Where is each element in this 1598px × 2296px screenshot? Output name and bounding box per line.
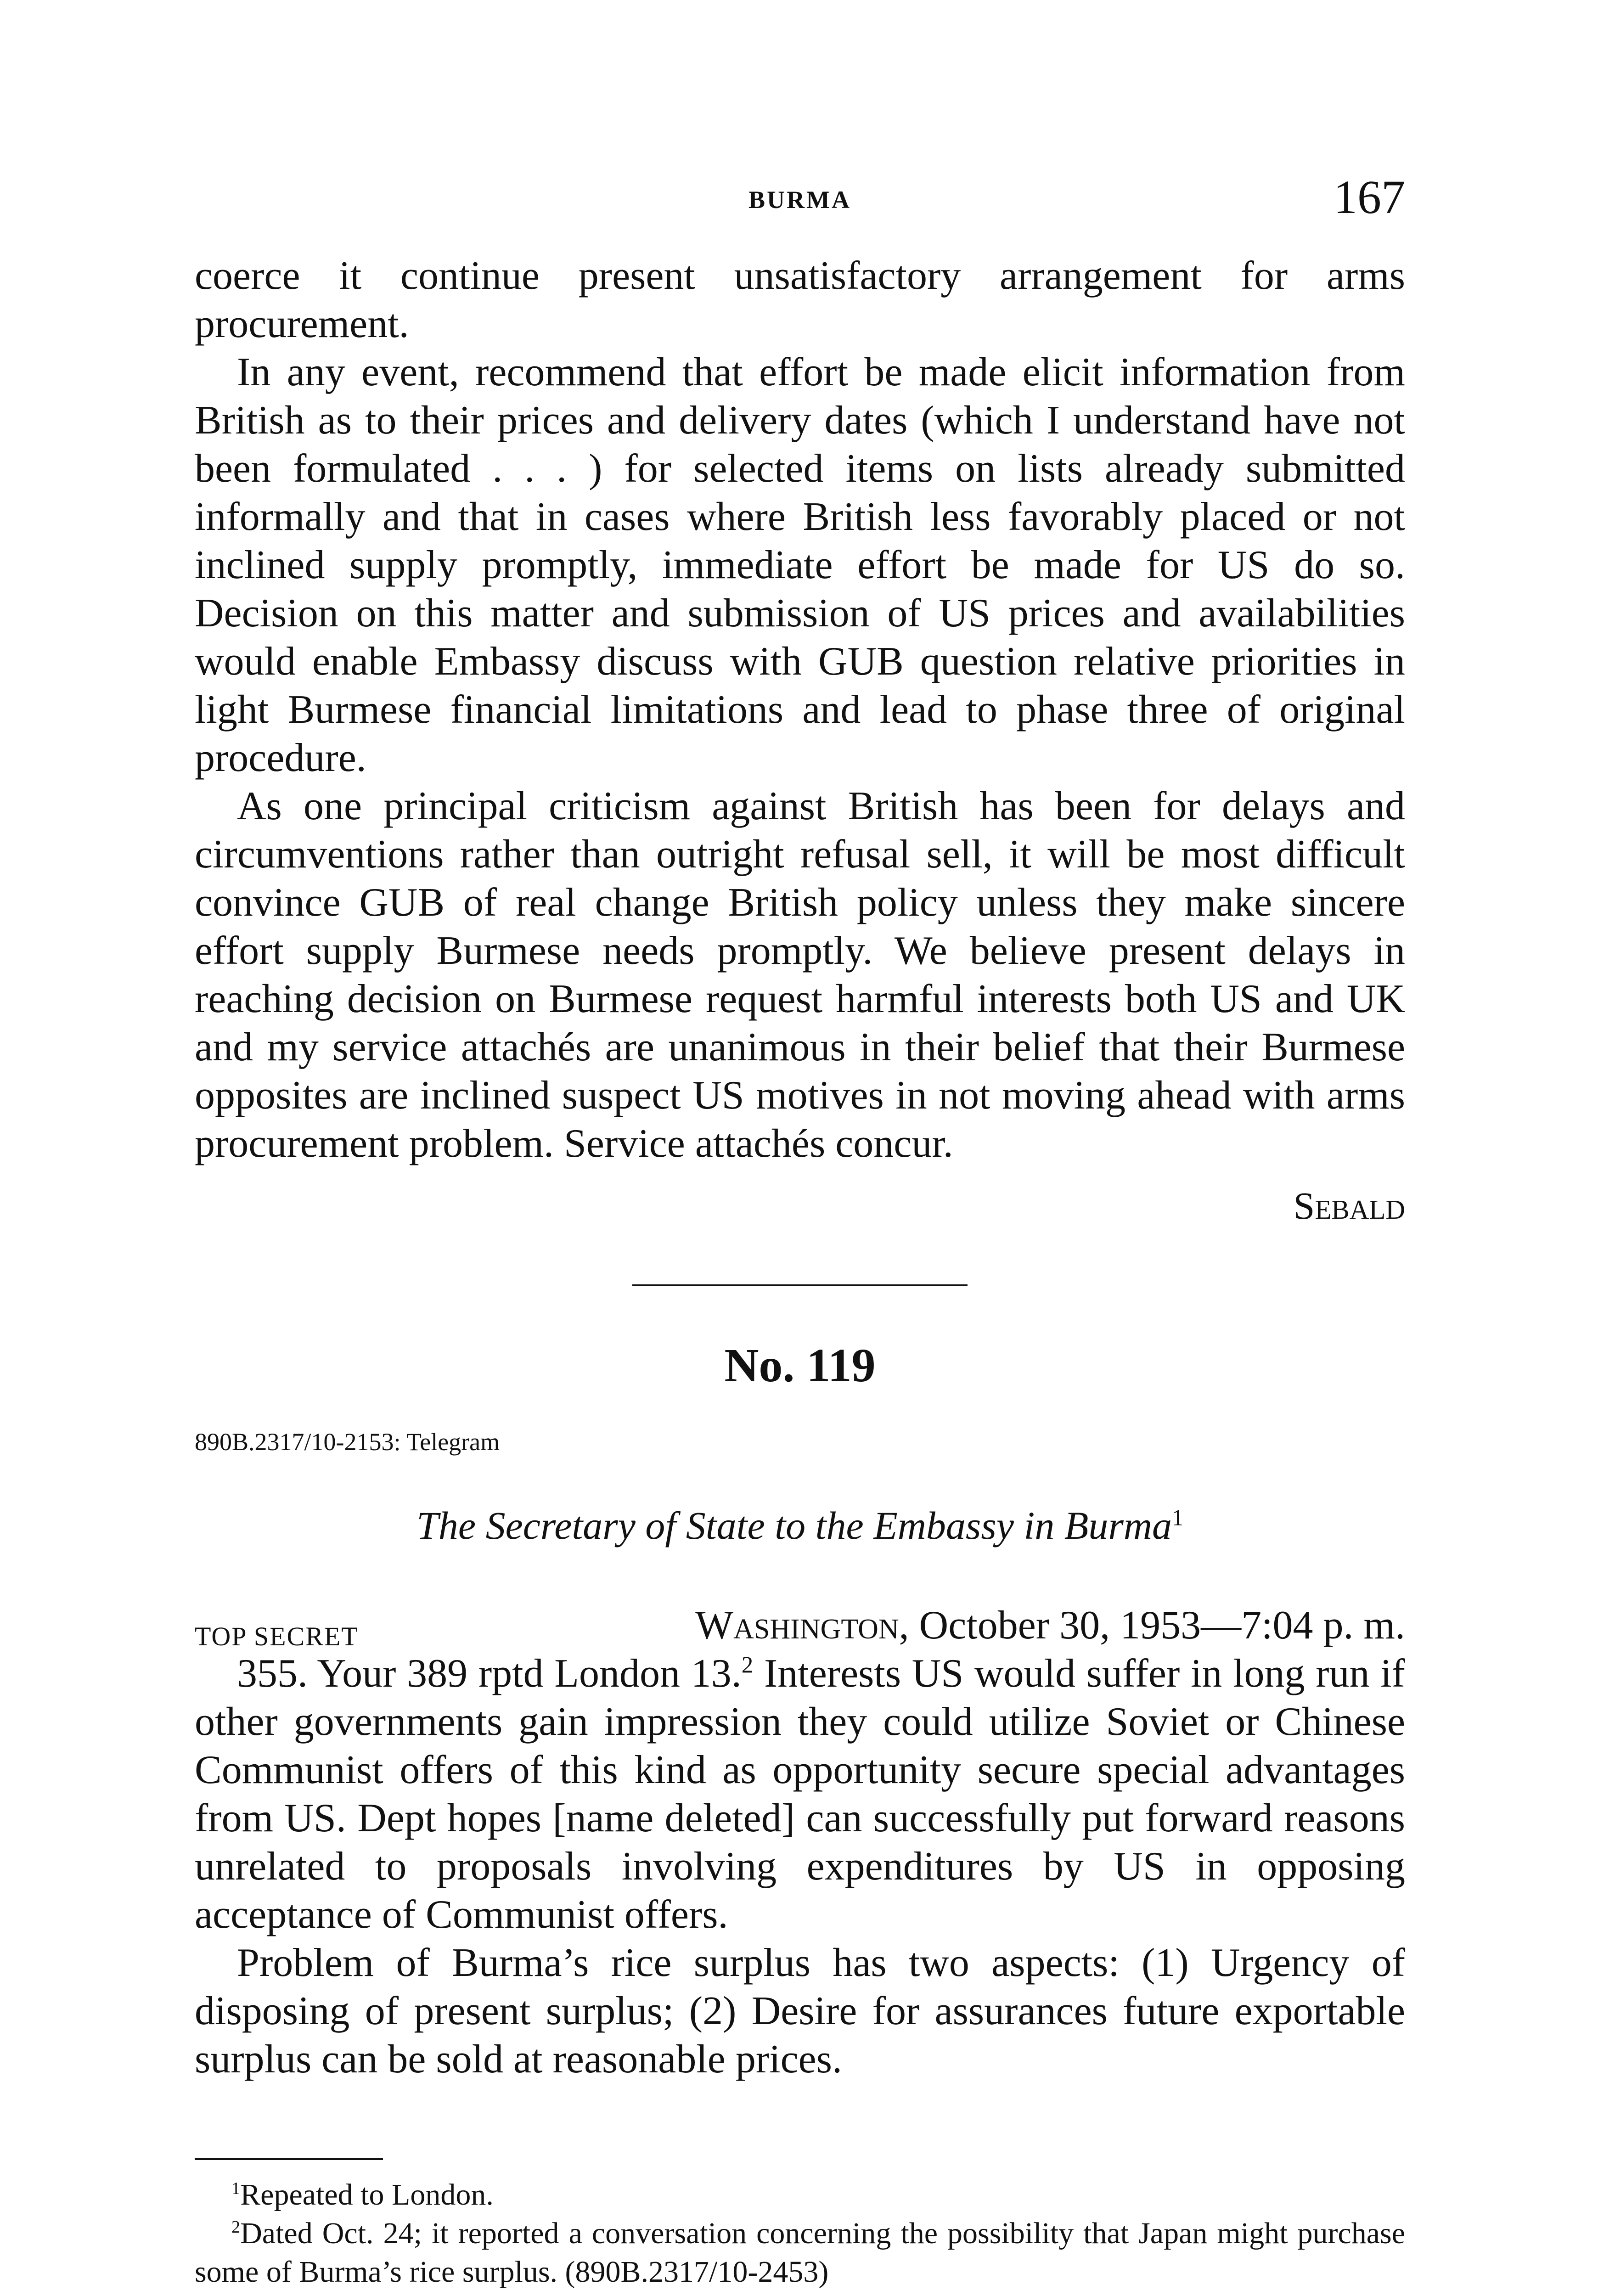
footnote-rule [195, 2158, 383, 2160]
footnotes [195, 2176, 1405, 2291]
document-separator-rule [632, 1284, 968, 1286]
signature: Sebald [1293, 1185, 1405, 1227]
telegram-paragraph-1-body: Interests US would suffer in long run if other governments gain impression they could utilize Soviet or Chinese Communist offers of this kind as opportunity secure special advantages from US. Dept hopes [name deleted] can successfully put forward reasons unrelated to proposals involving expenditures by US in opposing acceptance of Communist offers. [195, 1651, 1405, 1937]
footnote-1 [195, 2176, 1405, 2214]
document-number: No. 119 [724, 1339, 876, 1392]
footnote-1-text: Repeated to London. [240, 2178, 494, 2212]
telegram-paragraph-1-opening: 355. Your 389 rptd London 13. [237, 1651, 742, 1696]
telegram-footnote-ref: 2 [741, 1652, 754, 1678]
dateline [695, 1601, 1405, 1649]
paragraph-british-criticism: As one principal criticism against British has been for delays and circumventions rather than outright refusal sell, it will be most difficult convince GUB of real change British policy unless they make sincere effort supply Burmese needs promptly. We believe present delays in reaching decision on Burmese request harmful interests both US and UK and my service attachés are unanimous in their belief that their Burmese opposites are inclined suspect US motives in not moving ahead with arms procurement problem. Service attachés concur. [195, 784, 1405, 1166]
footnote-1-marker: 1 [231, 2179, 241, 2198]
telegram-paragraph-1 [195, 1649, 1405, 1939]
classification-label: TOP SECRET [195, 1621, 359, 1651]
telegram-paragraph-2: Problem of Burma’s rice surplus has two aspects: (1) Urgency of disposing of present surplus; (2) Desire for assurances future exportable surplus can be sold at reasonable prices. [195, 1941, 1405, 2082]
document-title-text: The Secretary of State to the Embassy in Burma [416, 1503, 1172, 1548]
dateline-date-time: , October 30, 1953—7:04 p. m. [899, 1603, 1405, 1648]
dateline-place: Washington [695, 1603, 899, 1648]
paragraph-continued: coerce it continue present unsatisfactory arrangement for arms procurement. [195, 253, 1405, 346]
title-footnote-ref: 1 [1171, 1505, 1183, 1531]
footnote-2-marker: 2 [231, 2217, 241, 2237]
footnote-2-text: Dated Oct. 24; it reported a conversation concerning the possibility that Japan might purchase some of Burma’s rice surplus. (890B.2317/10-2453) [195, 2217, 1405, 2289]
page-number: 167 [1334, 171, 1405, 224]
document-metadata-row [195, 1601, 1405, 1649]
page-body [195, 252, 1405, 2083]
running-head: BURMA [748, 186, 851, 214]
document-title [195, 1502, 1405, 1550]
source-note: 890B.2317/10-2153: Telegram [195, 1428, 500, 1456]
page-header [195, 170, 1405, 225]
footnote-2 [195, 2214, 1405, 2291]
paragraph-arms-procurement-recommendation: In any event, recommend that effort be made elicit information from British as to their prices and delivery dates (which I understand have not been formulated . . . ) for selected items on lists already submitted informally and that in cases where British less favorably placed or not inclined supply promptly, immediate effort be made for US do so. Decision on this matter and submission of US prices and availabilities would enable Embassy discuss with GUB question relative priorities in light Burmese financial limitations and lead to phase three of original procedure. [195, 350, 1405, 780]
